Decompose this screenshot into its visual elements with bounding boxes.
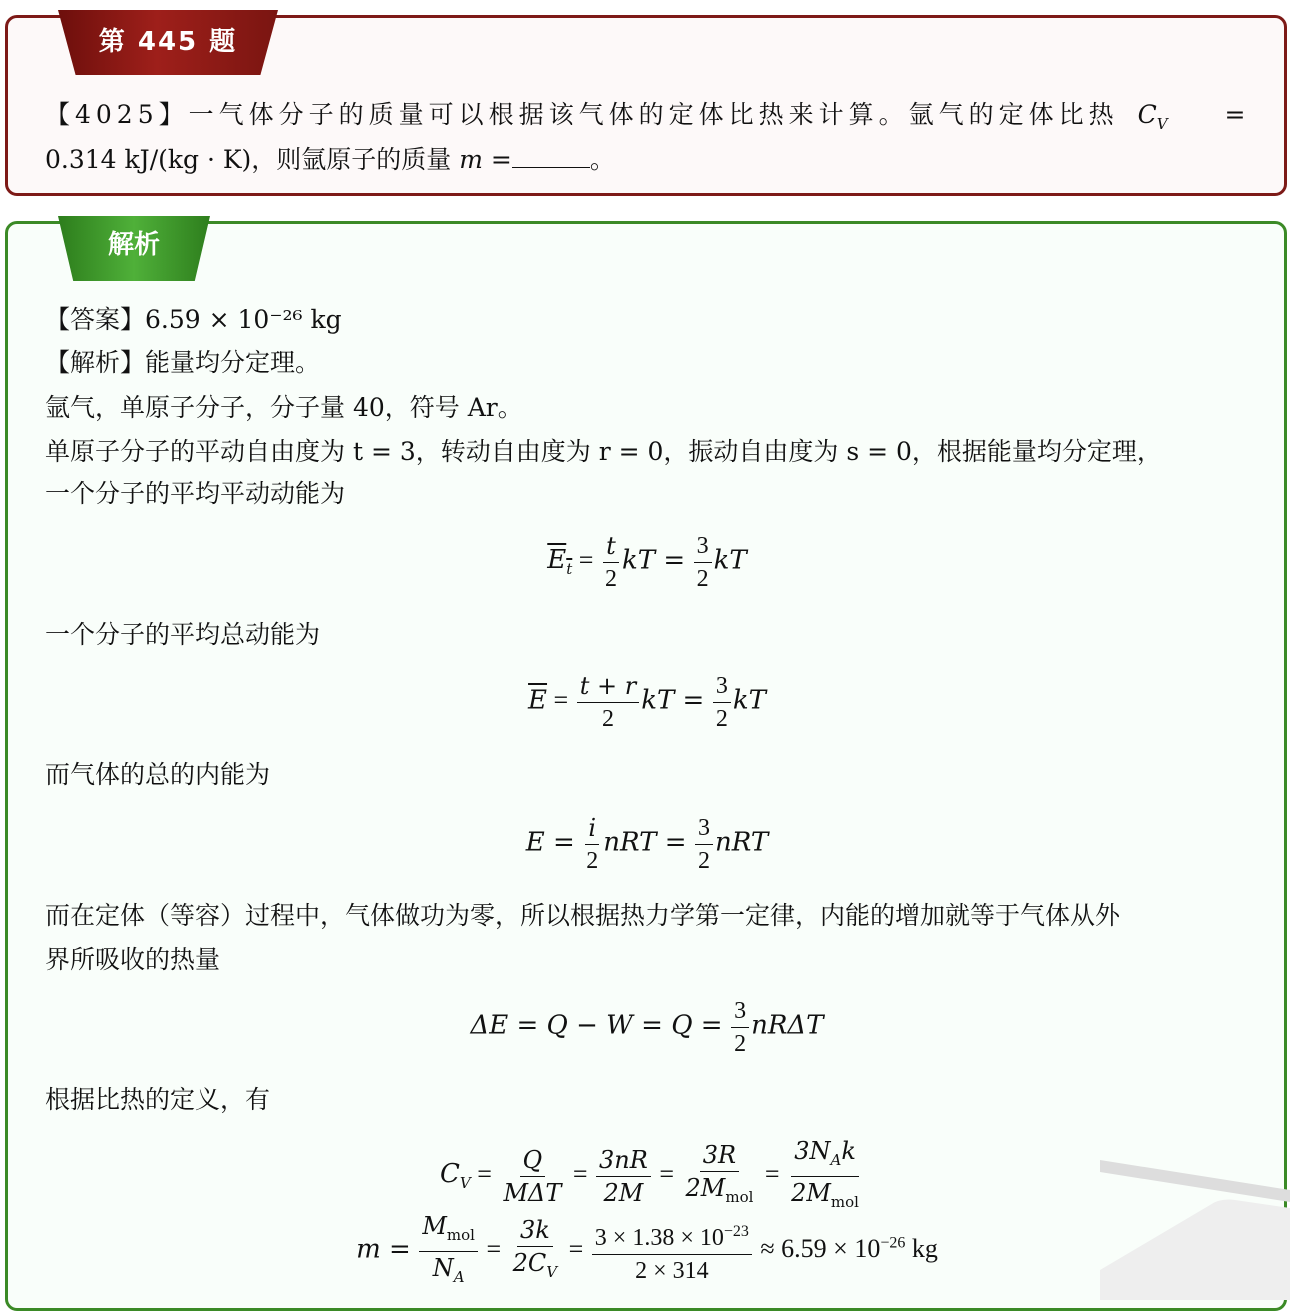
paragraph-specific-heat: 根据比热的定义，有 — [45, 1085, 271, 1114]
eq-mid: kT = — [621, 545, 686, 576]
eq-lhs: E = — [525, 827, 575, 858]
period: 。 — [589, 145, 615, 174]
answer-line — [45, 300, 342, 336]
fraction: $\frac{Q}{\text{MΔT}}$ — [503, 1145, 562, 1207]
paragraph-internal-energy: 而气体的总的内能为 — [45, 760, 271, 789]
question-line-2 — [45, 140, 615, 176]
eq-lhs: $E_t$ — [547, 545, 573, 579]
fraction: $\frac{M_{mol}}{N_A}$ — [419, 1210, 478, 1293]
fraction: $\frac{3}{2}$ — [713, 670, 731, 735]
paragraph-heat: 界所吸收的热量 — [45, 945, 221, 974]
fraction: $\frac{i}{2}$ — [586, 814, 599, 874]
analysis-title: 解析 — [107, 230, 160, 260]
fraction: $\frac{3}{2}$ — [695, 812, 713, 877]
paragraph-first-law: 而在定体（等容）过程中，气体做功为零，所以根据热力学第一定律，内能的增加就等于气体从外 — [45, 901, 1121, 930]
equation-translational-ke: $E_t$ = $\frac{t}{2}$ kT = $\frac{3}{2}$ kT — [0, 530, 1294, 595]
eq-lhs: $C_V$ — [440, 1159, 471, 1193]
answer-blank — [512, 145, 590, 168]
equals-sign: = — [1224, 100, 1246, 129]
fraction: $\frac{3k}{2C_V}$ — [512, 1216, 558, 1282]
question-number: 第 445 题 — [98, 27, 238, 57]
eq-lhs: ΔE = Q − W = Q = — [470, 1010, 723, 1041]
eq-lhs: m = — [356, 1234, 411, 1265]
eq-result: ≈ $6.59 \times 10^{-26}$ kg — [760, 1234, 938, 1264]
fraction: $\frac{t}{2}$ — [604, 532, 617, 592]
eq-end: nRT — [715, 827, 769, 858]
question-number-tab — [58, 6, 278, 75]
question-text: 【4025】一气体分子的质量可以根据该气体的定体比热来计算。氩气的定体比热 — [45, 100, 1119, 129]
paragraph-total-ke: 一个分子的平均总动能为 — [45, 620, 321, 649]
method-line — [45, 343, 320, 379]
equation-mass: m = $\frac{M_{mol}}{N_A}$ = $\frac{3k}{2C_V}$ = $\frac{3 \times 1.38 \times 10^{-23}}{2 \times 314}$ ≈ $6.59 \times 10^{-26}$ kg — [0, 1210, 1294, 1293]
equation-first-law — [0, 995, 1294, 1060]
eq-end: kT — [713, 545, 747, 576]
mass-symbol: m = — [459, 145, 512, 174]
eq-mid: nRT = — [603, 827, 687, 858]
question-text-2: 0.314 kJ/(kg · K)，则氩原子的质量 — [45, 145, 452, 174]
equation-total-ke: $\overline{E}$ = $\frac{t + r}{2}$ kT = $\frac{3}{2}$ kT — [0, 670, 1294, 735]
paragraph-translational: 一个分子的平均平动动能为 — [45, 479, 346, 508]
eq-lhs: $\overline{E}$ — [528, 685, 548, 716]
answer-value: 6.59 × 10⁻²⁶ kg — [145, 305, 342, 334]
fraction: $\frac{3 \times 1.38 \times 10^{-23}}{2 \times 314}$ — [592, 1216, 752, 1287]
method-label: 【解析】 — [45, 348, 146, 377]
eq-end: nRΔT — [751, 1010, 824, 1041]
fraction: $\frac{3}{2}$ — [731, 995, 749, 1060]
method-value: 能量均分定理。 — [145, 348, 321, 377]
analysis-tab — [58, 212, 210, 281]
fraction: $\frac{3N_Ak}{2M_{mol}}$ — [791, 1137, 859, 1211]
paragraph-dof: 单原子分子的平动自由度为 t = 3，转动自由度为 r = 0，振动自由度为 s = 0，根据能量均分定理， — [45, 437, 1162, 466]
equation-internal-energy — [0, 812, 1294, 877]
paragraph-argon: 氩气，单原子分子，分子量 40，符号 Ar。 — [45, 393, 523, 422]
fraction: $\frac{3nR}{2M}$ — [596, 1144, 651, 1209]
question-line-1 — [45, 95, 1245, 133]
cv-symbol: $C_V$ — [1137, 100, 1168, 133]
answer-label: 【答案】 — [45, 305, 146, 334]
eq-end: kT — [732, 685, 766, 716]
eq-mid: kT = — [641, 685, 705, 716]
fraction: $\frac{3}{2}$ — [694, 530, 712, 595]
equation-cv: $C_V$ = $\frac{Q}{\text{MΔT}}$ = $\frac{3nR}{2M}$ = $\frac{3R}{2M_{mol}}$ = $\frac{3N_Ak}{2M_{mol}}$ — [5, 1135, 1294, 1218]
fraction: $\frac{t + r}{2}$ — [577, 670, 639, 735]
fraction: $\frac{3R}{2M_{mol}}$ — [685, 1141, 754, 1207]
